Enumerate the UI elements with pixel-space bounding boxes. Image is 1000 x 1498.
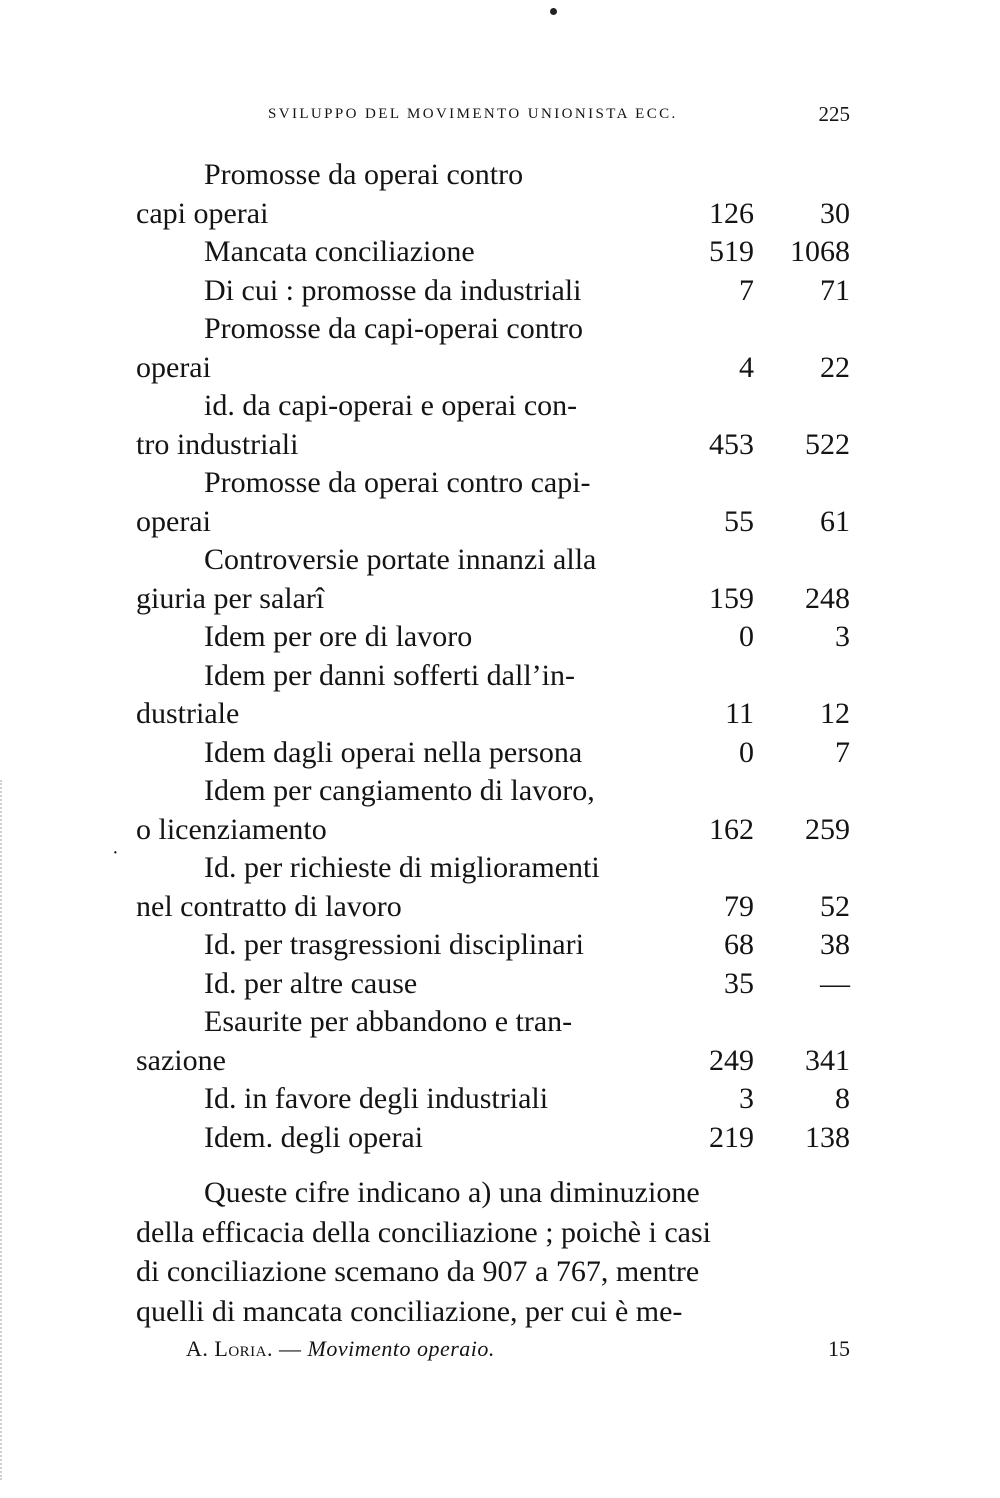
- table-row: [136, 580, 850, 619]
- row-label: Esaurite per abbandono e tran-: [204, 1005, 573, 1038]
- table-row: [136, 233, 850, 272]
- row-label: Idem per cangiamento di lavoro,: [204, 774, 595, 807]
- running-title: SVILUPPO DEL MOVIMENTO UNIONISTA ECC.: [268, 106, 678, 122]
- row-label: dustriale: [136, 697, 240, 730]
- row-label: nel contratto di lavoro: [136, 889, 402, 923]
- row-label: Controversie portate innanzi alla: [204, 543, 597, 576]
- footer-credit: [186, 1336, 495, 1362]
- row-label: Id. per richieste di miglioramenti: [204, 851, 600, 884]
- table-row: [136, 464, 850, 503]
- table-row: [136, 888, 850, 927]
- value-col-2: 61: [820, 504, 850, 538]
- row-label: Idem dagli operai nella persona: [204, 735, 583, 769]
- value-col-2: 71: [820, 273, 850, 307]
- table-row: [136, 1042, 850, 1081]
- value-col-1: 126: [709, 196, 754, 230]
- value-col-1: 0: [739, 620, 754, 653]
- table-row: [136, 965, 850, 1004]
- table-row: [136, 195, 850, 234]
- signature-mark: 15: [828, 1336, 850, 1361]
- value-col-2: 522: [805, 427, 850, 461]
- value-col-2: —: [820, 966, 850, 1000]
- value-col-1: 159: [709, 581, 754, 615]
- value-col-2: 52: [820, 889, 850, 923]
- row-label: Id. per altre cause: [204, 966, 418, 1000]
- row-label: Mancata conciliazione: [204, 235, 475, 268]
- value-col-1: 55: [724, 504, 754, 538]
- table-row: [136, 1003, 850, 1042]
- row-label: Promosse da operai contro: [204, 158, 524, 191]
- value-col-1: 0: [739, 735, 754, 769]
- value-col-2: 1068: [790, 235, 850, 268]
- row-label: sazione: [136, 1043, 226, 1077]
- row-label: o licenziamento: [136, 812, 327, 846]
- table-row: [136, 503, 850, 542]
- statistics-table: [136, 156, 850, 1157]
- table-row: [136, 734, 850, 773]
- footer-work-title: Movimento operaio.: [307, 1336, 495, 1361]
- row-label: Promosse da capi-operai contro: [204, 312, 584, 345]
- value-col-2: 30: [820, 196, 850, 230]
- table-row: [136, 272, 850, 311]
- value-col-1: 7: [739, 273, 754, 307]
- value-col-1: 519: [709, 235, 754, 268]
- table-row: [136, 541, 850, 580]
- value-col-2: 7: [835, 735, 850, 769]
- value-col-2: 3: [835, 620, 850, 653]
- row-label: tro industriali: [136, 427, 299, 461]
- value-col-2: 22: [820, 350, 850, 384]
- row-label: Idem per danni sofferti dall’in-: [204, 658, 575, 692]
- body-paragraph: [136, 1173, 850, 1331]
- value-col-2: 259: [805, 812, 850, 846]
- value-col-1: 3: [739, 1082, 754, 1115]
- value-col-2: 38: [820, 928, 850, 961]
- value-col-1: 68: [724, 928, 754, 961]
- text-line: della efficacia della conciliazione ; poichè i casi: [136, 1215, 711, 1249]
- page-header: [136, 98, 850, 128]
- text-line: Queste cifre indicano a) una diminuzione: [204, 1176, 700, 1209]
- page-footer: [136, 1336, 850, 1370]
- margin-bullet: ·: [112, 842, 119, 864]
- ink-speck: [550, 8, 557, 15]
- table-row: [136, 310, 850, 349]
- footer-author: A. Loria.: [186, 1336, 273, 1361]
- value-col-1: 4: [739, 350, 754, 384]
- value-col-1: 11: [725, 697, 754, 730]
- row-label: Promosse da operai contro capi-: [204, 466, 591, 499]
- table-row: [136, 156, 850, 195]
- value-col-1: 249: [709, 1043, 754, 1077]
- row-label: Id. in favore degli industriali: [204, 1082, 549, 1115]
- table-row: [136, 849, 850, 888]
- footer-dash: —: [273, 1336, 308, 1361]
- value-col-2: 341: [805, 1043, 850, 1077]
- table-row: [136, 695, 850, 734]
- value-col-1: 162: [709, 812, 754, 846]
- table-row: [136, 618, 850, 657]
- row-label: capi operai: [136, 196, 269, 230]
- table-row: [136, 1119, 850, 1158]
- table-row: [136, 811, 850, 850]
- table-row: [136, 1080, 850, 1119]
- row-label: Id. per trasgressioni disciplinari: [204, 928, 584, 961]
- value-col-1: 453: [709, 427, 754, 461]
- table-row: [136, 387, 850, 426]
- value-col-1: 35: [724, 966, 754, 1000]
- text-line: di conciliazione scemano da 907 a 767, mentre: [136, 1255, 700, 1288]
- page-number: 225: [818, 102, 850, 126]
- table-row: [136, 657, 850, 696]
- text-line: quelli di mancata conciliazione, per cui è me-: [136, 1294, 683, 1328]
- row-label: giuria per salarî: [136, 581, 325, 615]
- table-row: [136, 349, 850, 388]
- row-label: Idem. degli operai: [204, 1120, 424, 1154]
- value-col-2: 248: [805, 581, 850, 615]
- row-label: id. da capi-operai e operai con-: [204, 389, 578, 422]
- value-col-2: 138: [805, 1120, 850, 1154]
- row-label: operai: [136, 504, 211, 538]
- value-col-1: 219: [709, 1120, 754, 1154]
- left-margin-scan-artifact: [0, 780, 16, 1480]
- table-row: [136, 426, 850, 465]
- row-label: Di cui : promosse da industriali: [204, 273, 582, 307]
- value-col-2: 8: [835, 1082, 850, 1115]
- row-label: operai: [136, 350, 211, 384]
- value-col-1: 79: [724, 889, 754, 923]
- row-label: Idem per ore di lavoro: [204, 620, 473, 653]
- value-col-2: 12: [820, 697, 850, 730]
- table-row: [136, 926, 850, 965]
- table-row: [136, 772, 850, 811]
